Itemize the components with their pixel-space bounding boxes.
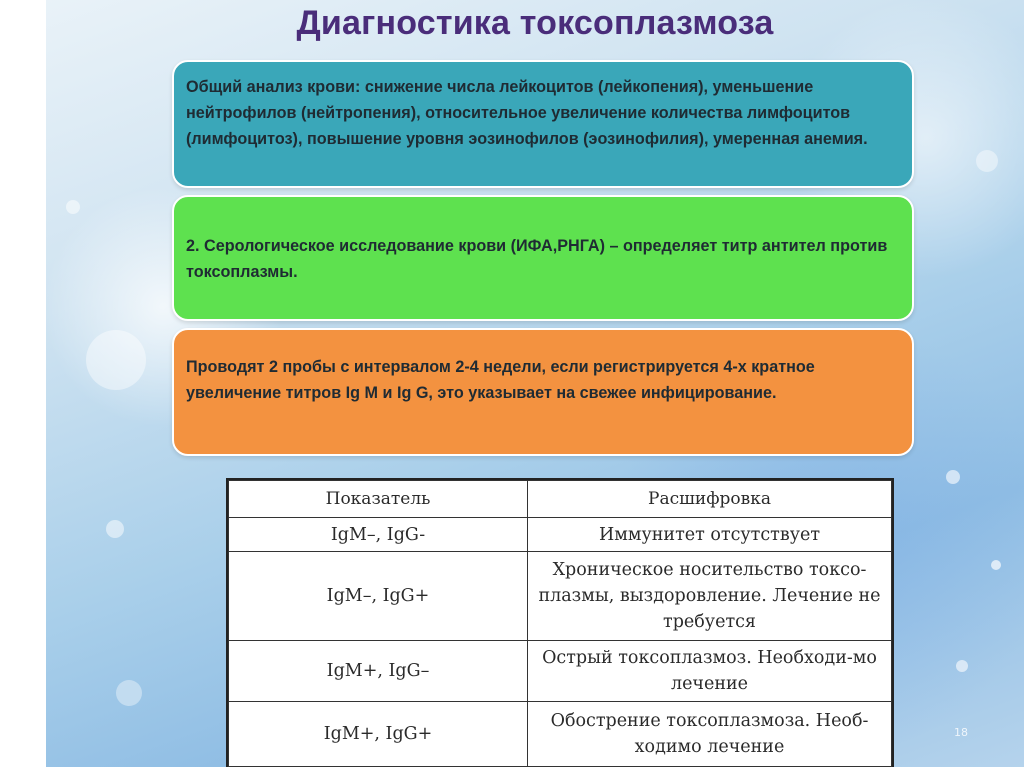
column-header-interpretation: Расшифровка	[528, 481, 892, 518]
table-row	[229, 702, 892, 767]
serology-box	[172, 195, 914, 321]
table-row	[229, 518, 892, 552]
indicator-cell: IgM–, IgG-	[229, 518, 528, 552]
table-header-row	[229, 481, 892, 518]
blood-test-lead: Общий анализ крови:	[186, 78, 361, 96]
interpretation-cell: Иммунитет отсутствует	[528, 518, 892, 552]
indicator-cell: IgM–, IgG+	[229, 552, 528, 641]
table-row	[229, 552, 892, 641]
column-header-indicator: Показатель	[229, 481, 528, 518]
indicator-cell: IgM+, IgG–	[229, 641, 528, 702]
samples-box	[172, 328, 914, 456]
blood-test-box	[172, 60, 914, 188]
interpretation-cell: Обострение токсоплазмоза. Необ-ходимо лечение	[528, 702, 892, 767]
page-title: Диагностика токсоплазмоза	[296, 4, 774, 42]
interpretation-cell: Хроническое носительство токсо-плазмы, выздоровление. Лечение не требуется	[528, 552, 892, 641]
samples-text: Проводят 2 пробы с интервалом 2-4 недели, если регистрируется 4-х кратное увеличение титров Ig M и Ig G, это указывает на свежее инфицирование.	[186, 358, 815, 402]
interpretation-cell: Острый токсоплазмоз. Необходи-мо лечение	[528, 641, 892, 702]
page-number: 18	[954, 726, 968, 739]
blood-test-text: снижение числа лейкоцитов (лейкопения), уменьшение нейтрофилов (нейтропения), относительное увеличение количества лимфоцитов (лимфоцитоз), повышение уровня эозинофилов (эозинофилия), умеренная анемия.	[186, 78, 868, 148]
slide	[46, 0, 1024, 767]
serology-text: 2. Серологическое исследование крови (ИФА,РНГА) – определяет титр антител против токсоплазмы.	[186, 237, 888, 281]
results-table	[226, 478, 894, 767]
indicator-cell: IgM+, IgG+	[229, 702, 528, 767]
table-row	[229, 641, 892, 702]
